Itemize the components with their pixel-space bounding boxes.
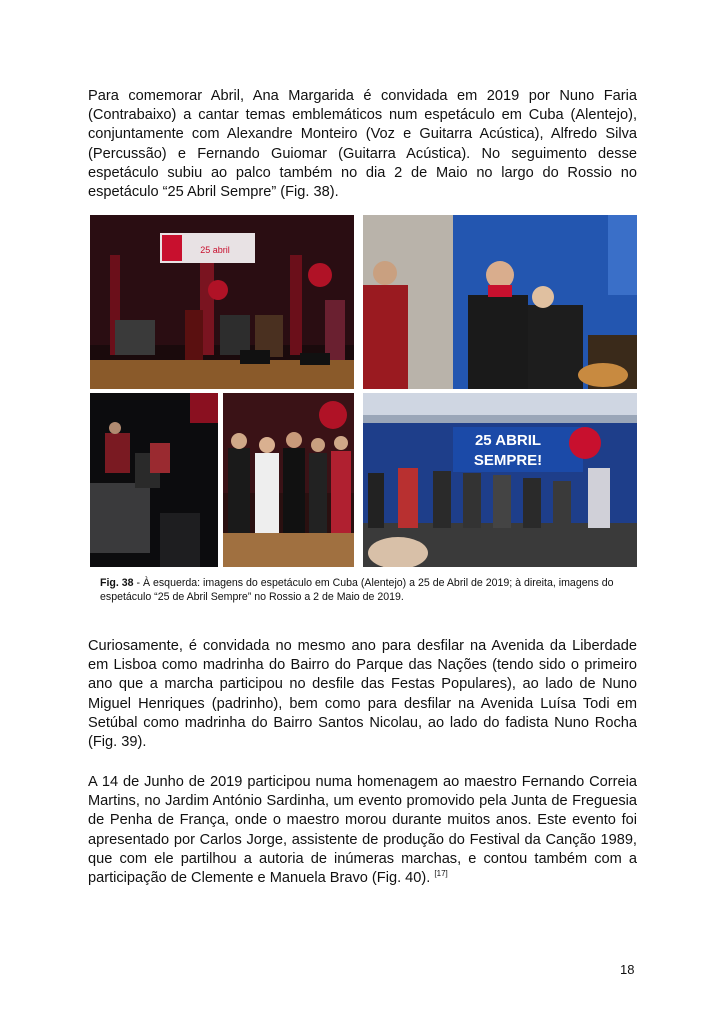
banner-small-text: 25 abril xyxy=(200,245,230,255)
figure-caption-text: - À esquerda: imagens do espetáculo em Cuba (Alentejo) a 25 de Abril de 2019; à direita, imagens do espetáculo “25 de Abril Sempre” no Rossio a 2 de Maio de 2019. xyxy=(100,577,614,603)
photo-rossio-singer xyxy=(363,215,637,389)
banner-big-line1: 25 ABRIL xyxy=(474,432,542,449)
photo-cuba-group xyxy=(223,393,354,567)
reference-17: [17] xyxy=(434,869,448,879)
banner-big-line2: SEMPRE! xyxy=(473,452,543,469)
page-number: 18 xyxy=(620,962,635,977)
paragraph-2: Curiosamente, é convidada no mesmo ano para desfilar na Avenida da Liberdade em Lisboa como madrinha do Bairro do Parque das Nações (tendo sido o primeiro ano que a marcha participou no desfile das Festas Populares), ao lado de Nuno Miguel Henriques (padrinho), bem como para desfilar na Avenida Luísa Todi em Setúbal como madrinha do Bairro Santos Nicolau, ao lado do fadista Nuno Rocha (Fig. 39). xyxy=(88,638,637,751)
paragraph-3-text: A 14 de Junho de 2019 participou numa homenagem ao maestro Fernando Correia Martins, no Jardim António Sardinha, um evento promovido pela Junta de Freguesia de Penha de França, onde o maestro morou durante muitos anos. Este evento foi apresentado por Carlos Jorge, assistente de produção do Festival da Canção 1989, que com ele partilhou a autoria de inúmeras marchas, e contou também com a participação de Clemente e Manuela Bravo (Fig. 40). xyxy=(88,774,637,887)
photo-cuba-dark xyxy=(90,393,218,567)
paragraph-3 xyxy=(88,773,637,888)
photo-25-abril-sempre xyxy=(363,393,637,567)
figure-label: Fig. 38 xyxy=(100,577,134,589)
photo-cuba-stage xyxy=(90,215,354,389)
figure-caption xyxy=(100,576,640,604)
paragraph-1: Para comemorar Abril, Ana Margarida é convidada em 2019 por Nuno Faria (Contrabaixo) a cantar temas emblemáticos num espetáculo em Cuba (Alentejo), conjuntamente com Alexandre Monteiro (Voz e Guitarra Acústica), Alfredo Silva (Percussão) e Fernando Guiomar (Guitarra Acústica). No seguimento desse espetáculo subiu ao palco também no dia 2 de Maio no largo do Rossio no espetáculo “25 Abril Sempre” (Fig. 38). xyxy=(88,88,637,201)
